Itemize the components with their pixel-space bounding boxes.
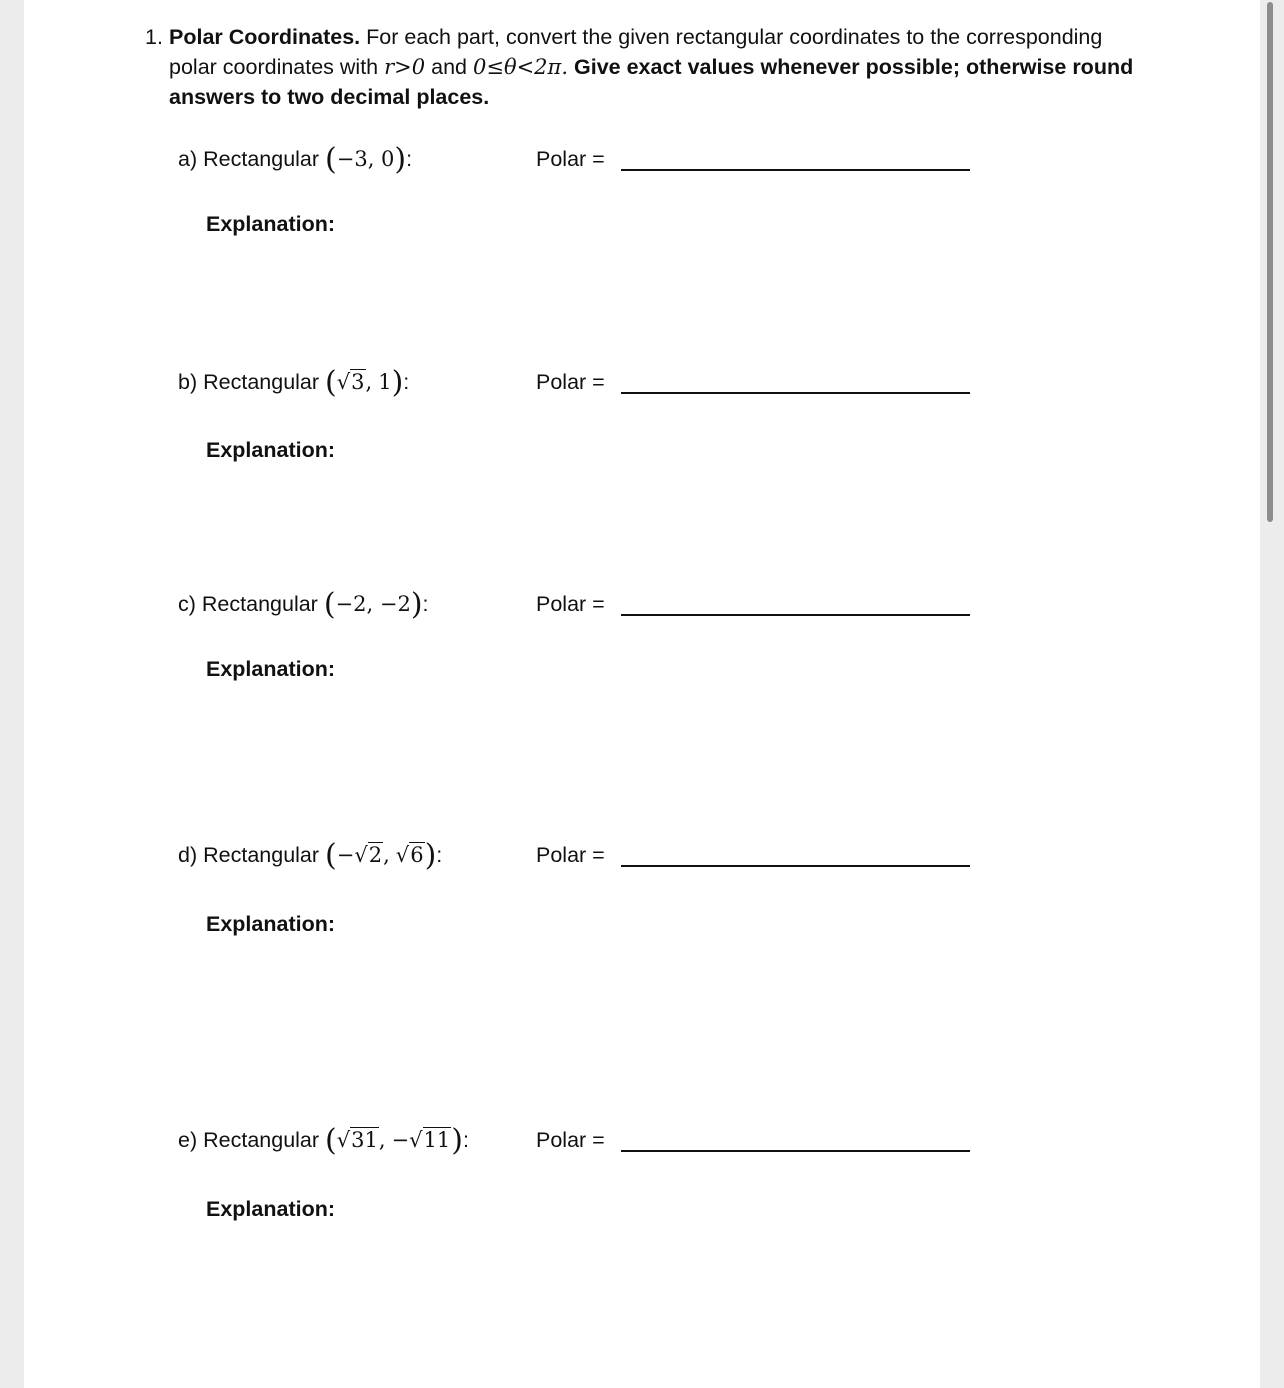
close-paren: ) <box>424 838 437 873</box>
part-d-label <box>178 835 442 876</box>
part-letter: e) <box>178 1128 198 1152</box>
close-paren: ) <box>391 365 404 400</box>
sqrt-sign: √ <box>336 370 351 394</box>
explanation-c: Explanation: <box>206 657 336 681</box>
colon: : <box>403 370 410 394</box>
part-c <box>178 584 978 624</box>
part-a-label <box>178 139 412 180</box>
scrollbar-thumb[interactable] <box>1267 2 1273 522</box>
y-radicand: 6 <box>410 843 424 867</box>
answer-blank[interactable] <box>621 392 970 394</box>
polar-label: Polar = <box>536 843 605 867</box>
comma: , <box>383 843 390 867</box>
colon: : <box>422 592 429 616</box>
part-e-label <box>178 1120 469 1161</box>
answer-blank[interactable] <box>621 1150 970 1152</box>
open-paren: ( <box>325 1123 337 1158</box>
answer-blank[interactable] <box>621 614 970 616</box>
x-radicand: 3 <box>351 370 365 394</box>
part-d <box>178 835 978 875</box>
rectangular-label: Rectangular <box>201 592 318 616</box>
x-radicand: 2 <box>368 843 383 867</box>
sqrt-sign: √ <box>395 843 410 867</box>
rectangular-label: Rectangular <box>203 843 320 867</box>
problem-number: 1. <box>145 25 163 49</box>
rectangular-label: Rectangular <box>203 1128 320 1152</box>
polar-label: Polar = <box>536 592 605 616</box>
explanation-d: Explanation: <box>206 912 336 936</box>
part-b-label <box>178 362 409 403</box>
problem-intro: For each part, convert the given rectangular coordinates to the corresponding polar coordinates with <box>169 25 1103 79</box>
colon: : <box>463 1128 469 1152</box>
coordinate-value: −2, −2 <box>335 592 411 616</box>
answer-blank[interactable] <box>621 169 970 171</box>
problem-header <box>145 22 1145 112</box>
rectangular-label: Rectangular <box>203 147 320 171</box>
problem-instruction: Give exact values whenever possible; otherwise round answers to two decimal places. <box>169 55 1134 109</box>
explanation-e: Explanation: <box>206 1197 336 1221</box>
polar-label: Polar = <box>536 1128 605 1152</box>
part-letter: a) <box>178 147 198 171</box>
polar-label: Polar = <box>536 147 605 171</box>
answer-blank[interactable] <box>621 865 970 867</box>
coordinate-value: −3, 0 <box>336 147 395 171</box>
document-page <box>24 0 1260 1388</box>
explanation-a: Explanation: <box>206 212 336 236</box>
part-e <box>178 1120 978 1160</box>
colon: : <box>436 843 443 867</box>
open-paren: ( <box>323 587 336 622</box>
colon: : <box>406 147 413 171</box>
rectangular-label: Rectangular <box>203 370 320 394</box>
sqrt-sign: √ <box>354 843 368 867</box>
comma: , <box>378 1128 386 1152</box>
part-letter: d) <box>178 843 198 867</box>
explanation-b: Explanation: <box>206 438 336 462</box>
sqrt-sign: √ <box>409 1128 423 1152</box>
y-sign: − <box>391 1128 410 1152</box>
part-c-label <box>178 584 429 625</box>
problem-statement <box>169 22 1145 112</box>
part-a <box>178 139 978 179</box>
close-paren: ) <box>410 587 423 622</box>
sqrt-sign: √ <box>336 1128 351 1152</box>
condition-and: and <box>431 55 467 79</box>
close-paren: ) <box>394 142 407 177</box>
part-letter: c) <box>178 592 196 616</box>
comma: , <box>365 370 373 394</box>
part-b <box>178 362 978 402</box>
problem-title: Polar Coordinates. <box>169 25 361 49</box>
open-paren: ( <box>325 838 337 873</box>
y-value: 1 <box>378 370 392 394</box>
polar-label: Polar = <box>536 370 605 394</box>
vertical-scrollbar[interactable] <box>1264 0 1274 540</box>
open-paren: ( <box>325 365 337 400</box>
close-paren: ) <box>451 1123 463 1158</box>
condition-theta: 0≤θ<2π. <box>472 55 569 79</box>
y-radicand: 11 <box>423 1128 451 1152</box>
x-radicand: 31 <box>351 1128 378 1152</box>
x-sign: − <box>336 843 355 867</box>
part-letter: b) <box>178 370 198 394</box>
condition-r: r>0 <box>384 55 426 79</box>
open-paren: ( <box>325 142 337 177</box>
